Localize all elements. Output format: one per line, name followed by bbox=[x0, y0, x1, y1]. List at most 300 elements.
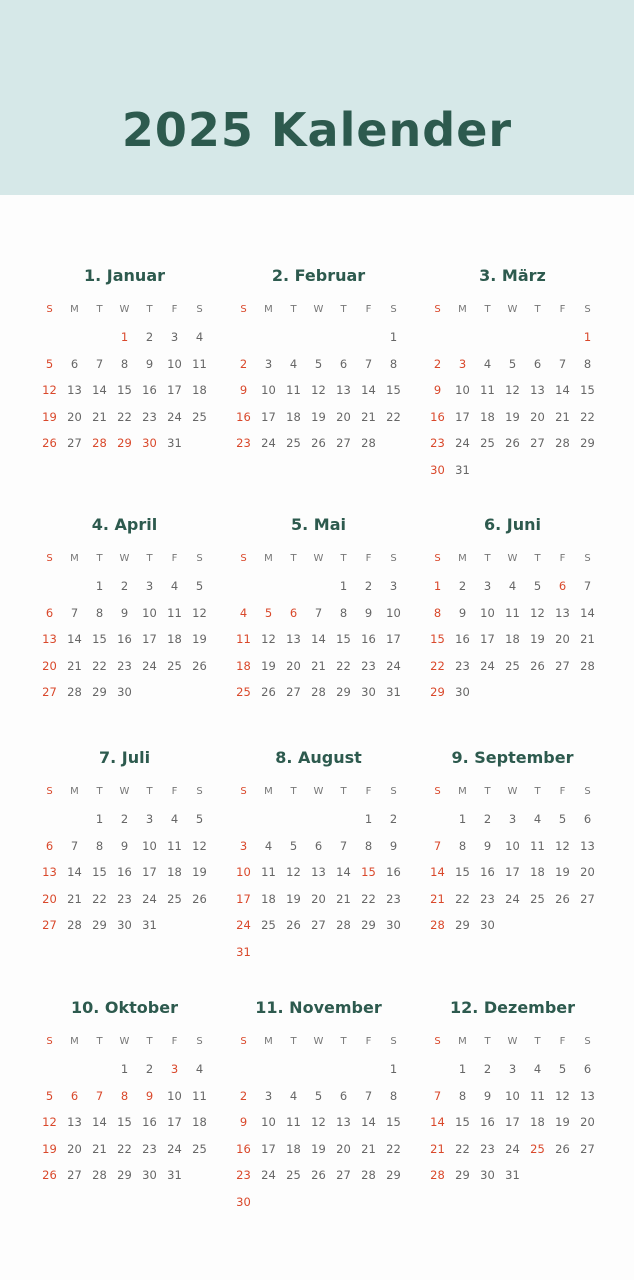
day-cell: 3 bbox=[389, 579, 398, 593]
day-cell: 21 bbox=[67, 891, 82, 906]
weekday-header: T bbox=[340, 1036, 347, 1047]
day-cell-holiday: 16 bbox=[236, 409, 251, 424]
day-cell-holiday: 9 bbox=[433, 383, 442, 397]
weekday-header: M bbox=[70, 304, 79, 315]
day-cell: 18 bbox=[261, 891, 276, 906]
day-cell-holiday: 15 bbox=[430, 632, 445, 646]
day-cell: 13 bbox=[286, 632, 301, 646]
weekday-header: F bbox=[171, 553, 178, 564]
day-cell: 1 bbox=[458, 812, 467, 826]
weekday-header: T bbox=[96, 553, 103, 564]
day-cell: 13 bbox=[580, 1088, 595, 1103]
weekday-header: S bbox=[46, 1036, 53, 1047]
day-cell: 13 bbox=[555, 605, 570, 620]
day-cell: 1 bbox=[95, 812, 104, 826]
day-cell: 10 bbox=[480, 605, 495, 620]
day-cell: 28 bbox=[311, 685, 326, 699]
day-cell: 7 bbox=[70, 838, 79, 853]
day-cell: 20 bbox=[580, 1115, 595, 1129]
month-title: 3. März bbox=[479, 266, 546, 285]
weekday-header: S bbox=[196, 786, 203, 797]
day-cell-holiday: 29 bbox=[430, 685, 445, 699]
day-cell: 23 bbox=[117, 658, 132, 673]
day-cell: 28 bbox=[67, 685, 82, 699]
day-cell: 19 bbox=[192, 632, 207, 646]
day-cell: 17 bbox=[505, 1115, 520, 1129]
day-cell-holiday: 30 bbox=[236, 1194, 251, 1209]
day-cell: 7 bbox=[583, 579, 592, 593]
day-cell: 6 bbox=[314, 838, 323, 853]
day-cell: 30 bbox=[142, 1168, 157, 1182]
day-cell: 16 bbox=[361, 632, 376, 646]
day-cell: 22 bbox=[580, 409, 595, 424]
day-cell: 28 bbox=[555, 436, 570, 450]
weekday-header: S bbox=[196, 553, 203, 564]
day-cell: 21 bbox=[361, 1141, 376, 1156]
day-cell: 20 bbox=[555, 632, 570, 646]
weekday-header: W bbox=[507, 1036, 518, 1047]
day-cell: 19 bbox=[192, 865, 207, 879]
day-cell: 20 bbox=[67, 409, 82, 424]
weekday-header: M bbox=[458, 786, 467, 797]
day-cell: 26 bbox=[555, 1141, 570, 1156]
day-cell: 27 bbox=[530, 436, 545, 450]
day-cell: 13 bbox=[311, 865, 326, 879]
weekday-header: S bbox=[240, 304, 247, 315]
day-cell: 18 bbox=[167, 632, 182, 646]
weekday-header: T bbox=[340, 553, 347, 564]
day-cell: 24 bbox=[505, 1141, 520, 1156]
day-cell: 26 bbox=[311, 436, 326, 450]
day-cell: 8 bbox=[583, 356, 592, 371]
weekday-header: W bbox=[507, 304, 518, 315]
weekday-header: M bbox=[264, 786, 273, 797]
weekday-header: T bbox=[484, 786, 491, 797]
day-cell: 24 bbox=[261, 436, 276, 450]
day-cell: 7 bbox=[339, 838, 348, 853]
weekday-header: W bbox=[119, 786, 130, 797]
weekday-header: T bbox=[290, 553, 297, 564]
day-cell: 4 bbox=[533, 812, 542, 826]
day-cell: 22 bbox=[361, 891, 376, 906]
day-cell: 25 bbox=[167, 658, 182, 673]
day-cell-holiday: 23 bbox=[236, 1168, 251, 1182]
day-cell-holiday: 1 bbox=[433, 579, 442, 593]
day-cell: 29 bbox=[455, 1168, 470, 1182]
weekday-header: T bbox=[534, 304, 541, 315]
weekday-header: S bbox=[46, 304, 53, 315]
weekday-header: S bbox=[240, 1036, 247, 1047]
day-cell: 22 bbox=[117, 1141, 132, 1156]
day-cell: 25 bbox=[261, 918, 276, 932]
day-cell-holiday: 8 bbox=[433, 605, 442, 620]
day-cell: 26 bbox=[555, 891, 570, 906]
day-cell-holiday: 20 bbox=[42, 891, 57, 906]
day-cell: 13 bbox=[530, 383, 545, 397]
day-cell: 17 bbox=[386, 632, 401, 646]
day-cell: 12 bbox=[311, 383, 326, 397]
day-cell: 10 bbox=[142, 605, 157, 620]
weekday-header: T bbox=[484, 304, 491, 315]
day-cell: 20 bbox=[580, 865, 595, 879]
day-cell-holiday: 2 bbox=[433, 356, 442, 371]
day-cell: 15 bbox=[386, 383, 401, 397]
day-cell: 10 bbox=[386, 605, 401, 620]
day-cell: 7 bbox=[558, 356, 567, 371]
day-cell: 31 bbox=[455, 462, 470, 477]
day-cell: 17 bbox=[167, 383, 182, 397]
weekday-header: W bbox=[313, 1036, 324, 1047]
weekday-header: F bbox=[171, 304, 178, 315]
day-cell: 29 bbox=[92, 918, 107, 932]
day-cell: 25 bbox=[530, 891, 545, 906]
day-cell: 8 bbox=[364, 838, 373, 853]
day-cell: 15 bbox=[386, 1115, 401, 1129]
day-cell: 7 bbox=[364, 356, 373, 371]
day-cell: 4 bbox=[264, 838, 273, 853]
day-cell: 18 bbox=[192, 383, 207, 397]
day-cell: 15 bbox=[117, 1115, 132, 1129]
day-cell-holiday: 5 bbox=[45, 356, 54, 371]
day-cell: 3 bbox=[145, 579, 154, 593]
day-cell-holiday: 25 bbox=[530, 1141, 545, 1156]
day-cell: 14 bbox=[92, 383, 107, 397]
day-cell: 5 bbox=[195, 579, 204, 593]
day-cell: 16 bbox=[142, 1115, 157, 1129]
day-cell: 12 bbox=[530, 605, 545, 620]
day-cell: 26 bbox=[192, 658, 207, 673]
day-cell: 23 bbox=[480, 1141, 495, 1156]
day-cell: 17 bbox=[455, 409, 470, 424]
day-cell: 21 bbox=[555, 409, 570, 424]
day-cell-holiday: 12 bbox=[42, 1115, 57, 1129]
day-cell: 31 bbox=[386, 685, 401, 699]
day-cell-holiday: 25 bbox=[236, 685, 251, 699]
day-cell: 29 bbox=[117, 1168, 132, 1182]
weekday-header: M bbox=[458, 304, 467, 315]
day-cell: 24 bbox=[142, 891, 157, 906]
month-title: 5. Mai bbox=[291, 515, 346, 534]
day-cell-holiday: 3 bbox=[458, 356, 467, 371]
weekday-header: S bbox=[240, 786, 247, 797]
day-cell: 30 bbox=[480, 918, 495, 932]
day-cell-holiday: 15 bbox=[361, 865, 376, 879]
day-cell: 31 bbox=[167, 1168, 182, 1182]
day-cell: 19 bbox=[261, 658, 276, 673]
day-cell: 29 bbox=[361, 918, 376, 932]
day-cell: 20 bbox=[67, 1141, 82, 1156]
day-cell: 2 bbox=[389, 812, 398, 826]
day-cell: 14 bbox=[67, 865, 82, 879]
day-cell-holiday: 30 bbox=[430, 462, 445, 477]
weekday-header: F bbox=[559, 786, 566, 797]
day-cell: 4 bbox=[170, 812, 179, 826]
day-cell: 23 bbox=[386, 891, 401, 906]
weekday-header: T bbox=[146, 1036, 153, 1047]
day-cell-holiday: 16 bbox=[430, 409, 445, 424]
day-cell: 29 bbox=[336, 685, 351, 699]
day-cell: 20 bbox=[530, 409, 545, 424]
day-cell: 9 bbox=[120, 838, 129, 853]
day-cell: 11 bbox=[192, 1088, 207, 1103]
day-cell: 26 bbox=[530, 658, 545, 673]
day-cell: 14 bbox=[555, 383, 570, 397]
day-cell-holiday: 19 bbox=[42, 1141, 57, 1156]
day-cell: 5 bbox=[195, 812, 204, 826]
day-cell: 15 bbox=[117, 383, 132, 397]
day-cell-holiday: 21 bbox=[430, 891, 445, 906]
weekday-header: M bbox=[70, 786, 79, 797]
weekday-header: S bbox=[434, 1036, 441, 1047]
weekday-header: T bbox=[290, 786, 297, 797]
day-cell: 12 bbox=[311, 1115, 326, 1129]
day-cell: 26 bbox=[261, 685, 276, 699]
day-cell: 20 bbox=[286, 658, 301, 673]
day-cell: 30 bbox=[117, 918, 132, 932]
day-cell: 10 bbox=[505, 838, 520, 853]
day-cell: 30 bbox=[455, 685, 470, 699]
weekday-header: T bbox=[290, 304, 297, 315]
day-cell: 13 bbox=[580, 838, 595, 853]
day-cell: 29 bbox=[92, 685, 107, 699]
day-cell: 9 bbox=[483, 838, 492, 853]
day-cell-holiday: 28 bbox=[430, 1168, 445, 1182]
day-cell: 4 bbox=[289, 356, 298, 371]
day-cell: 30 bbox=[361, 685, 376, 699]
weekday-header: T bbox=[146, 786, 153, 797]
day-cell-holiday: 1 bbox=[120, 330, 129, 344]
day-cell: 29 bbox=[455, 918, 470, 932]
day-cell: 28 bbox=[336, 918, 351, 932]
day-cell: 2 bbox=[120, 812, 129, 826]
day-cell: 15 bbox=[580, 383, 595, 397]
day-cell: 15 bbox=[455, 1115, 470, 1129]
day-cell: 28 bbox=[580, 658, 595, 673]
day-cell: 4 bbox=[483, 356, 492, 371]
day-cell: 28 bbox=[361, 436, 376, 450]
day-cell-holiday: 13 bbox=[42, 632, 57, 646]
day-cell: 18 bbox=[480, 409, 495, 424]
day-cell: 5 bbox=[508, 356, 517, 371]
weekday-header: W bbox=[119, 553, 130, 564]
day-cell: 15 bbox=[455, 865, 470, 879]
day-cell: 10 bbox=[261, 1115, 276, 1129]
day-cell: 22 bbox=[92, 658, 107, 673]
day-cell: 13 bbox=[336, 1115, 351, 1129]
day-cell: 18 bbox=[286, 409, 301, 424]
weekday-header: T bbox=[290, 1036, 297, 1047]
day-cell: 15 bbox=[92, 865, 107, 879]
day-cell: 1 bbox=[339, 579, 348, 593]
day-cell: 9 bbox=[458, 605, 467, 620]
day-cell: 22 bbox=[455, 891, 470, 906]
day-cell: 25 bbox=[480, 436, 495, 450]
day-cell: 18 bbox=[505, 632, 520, 646]
day-cell: 22 bbox=[117, 409, 132, 424]
day-cell: 10 bbox=[142, 838, 157, 853]
day-cell: 22 bbox=[92, 891, 107, 906]
day-cell: 27 bbox=[555, 658, 570, 673]
day-cell: 12 bbox=[192, 838, 207, 853]
day-cell: 18 bbox=[530, 865, 545, 879]
day-cell-holiday: 27 bbox=[42, 918, 57, 932]
day-cell: 9 bbox=[389, 838, 398, 853]
day-cell: 31 bbox=[505, 1168, 520, 1182]
day-cell: 26 bbox=[311, 1168, 326, 1182]
month-title: 6. Juni bbox=[484, 515, 541, 534]
weekday-header: T bbox=[96, 786, 103, 797]
day-cell-holiday: 1 bbox=[583, 330, 592, 344]
day-cell: 9 bbox=[120, 605, 129, 620]
weekday-header: S bbox=[46, 786, 53, 797]
day-cell: 5 bbox=[289, 838, 298, 853]
day-cell: 2 bbox=[483, 812, 492, 826]
day-cell-holiday: 24 bbox=[236, 918, 251, 932]
day-cell: 22 bbox=[455, 1141, 470, 1156]
day-cell: 4 bbox=[170, 579, 179, 593]
day-cell-holiday: 14 bbox=[430, 1115, 445, 1129]
day-cell-holiday: 23 bbox=[236, 436, 251, 450]
day-cell: 13 bbox=[67, 383, 82, 397]
day-cell: 14 bbox=[67, 632, 82, 646]
weekday-header: M bbox=[264, 304, 273, 315]
weekday-header: F bbox=[171, 786, 178, 797]
weekday-header: S bbox=[390, 786, 397, 797]
day-cell: 7 bbox=[364, 1088, 373, 1103]
weekday-header: S bbox=[584, 553, 591, 564]
day-cell: 3 bbox=[264, 356, 273, 371]
day-cell: 4 bbox=[508, 579, 517, 593]
weekday-header: F bbox=[559, 304, 566, 315]
day-cell: 1 bbox=[95, 579, 104, 593]
day-cell: 23 bbox=[455, 658, 470, 673]
day-cell: 1 bbox=[389, 330, 398, 344]
month-title: 1. Januar bbox=[84, 266, 165, 285]
day-cell: 19 bbox=[311, 409, 326, 424]
day-cell: 28 bbox=[67, 918, 82, 932]
day-cell: 5 bbox=[558, 812, 567, 826]
day-cell: 30 bbox=[386, 918, 401, 932]
weekday-header: F bbox=[365, 304, 372, 315]
day-cell: 24 bbox=[505, 891, 520, 906]
day-cell-holiday: 12 bbox=[42, 383, 57, 397]
weekday-header: W bbox=[507, 553, 518, 564]
day-cell: 2 bbox=[458, 579, 467, 593]
day-cell-holiday: 9 bbox=[239, 383, 248, 397]
day-cell: 17 bbox=[142, 632, 157, 646]
weekday-header: F bbox=[559, 553, 566, 564]
day-cell: 8 bbox=[95, 838, 104, 853]
day-cell-holiday: 6 bbox=[45, 605, 54, 620]
day-cell: 14 bbox=[311, 632, 326, 646]
day-cell-holiday: 3 bbox=[170, 1062, 179, 1076]
day-cell: 20 bbox=[311, 891, 326, 906]
day-cell: 11 bbox=[261, 865, 276, 879]
day-cell: 24 bbox=[386, 658, 401, 673]
weekday-header: W bbox=[313, 786, 324, 797]
day-cell: 6 bbox=[339, 356, 348, 371]
weekday-header: W bbox=[119, 1036, 130, 1047]
weekday-header: F bbox=[559, 1036, 566, 1047]
month-title: 7. Juli bbox=[98, 748, 151, 767]
day-cell: 1 bbox=[458, 1062, 467, 1076]
day-cell: 14 bbox=[361, 1115, 376, 1129]
header-banner bbox=[0, 0, 634, 195]
weekday-header: W bbox=[313, 304, 324, 315]
day-cell-holiday: 6 bbox=[289, 605, 298, 620]
day-cell: 21 bbox=[336, 891, 351, 906]
day-cell-holiday: 3 bbox=[239, 838, 248, 853]
day-cell: 9 bbox=[145, 356, 154, 371]
day-cell: 13 bbox=[336, 383, 351, 397]
day-cell: 4 bbox=[289, 1088, 298, 1103]
day-cell: 24 bbox=[167, 409, 182, 424]
weekday-header: T bbox=[96, 1036, 103, 1047]
day-cell: 19 bbox=[555, 865, 570, 879]
page-title: 2025 Kalender bbox=[121, 103, 513, 157]
month-title: 2. Februar bbox=[271, 266, 366, 285]
day-cell: 10 bbox=[167, 1088, 182, 1103]
weekday-header: S bbox=[240, 553, 247, 564]
day-cell-holiday: 23 bbox=[430, 436, 445, 450]
day-cell-holiday: 28 bbox=[430, 918, 445, 932]
weekday-header: S bbox=[46, 553, 53, 564]
day-cell: 8 bbox=[120, 356, 129, 371]
day-cell: 21 bbox=[361, 409, 376, 424]
day-cell: 6 bbox=[339, 1088, 348, 1103]
day-cell: 26 bbox=[192, 891, 207, 906]
day-cell-holiday: 7 bbox=[433, 838, 442, 853]
day-cell: 2 bbox=[145, 1062, 154, 1076]
weekday-header: M bbox=[264, 1036, 273, 1047]
day-cell-holiday: 6 bbox=[70, 1088, 79, 1103]
day-cell: 6 bbox=[533, 356, 542, 371]
day-cell: 27 bbox=[286, 685, 301, 699]
day-cell-holiday: 14 bbox=[430, 865, 445, 879]
day-cell: 3 bbox=[145, 812, 154, 826]
day-cell: 14 bbox=[361, 383, 376, 397]
day-cell-holiday: 11 bbox=[236, 632, 251, 646]
day-cell: 21 bbox=[580, 632, 595, 646]
day-cell: 16 bbox=[142, 383, 157, 397]
day-cell: 28 bbox=[361, 1168, 376, 1182]
day-cell: 15 bbox=[336, 632, 351, 646]
weekday-header: S bbox=[390, 553, 397, 564]
day-cell: 8 bbox=[389, 356, 398, 371]
month-title: 11. November bbox=[255, 998, 382, 1017]
day-cell-holiday: 10 bbox=[236, 865, 251, 879]
day-cell: 21 bbox=[92, 409, 107, 424]
day-cell: 24 bbox=[142, 658, 157, 673]
day-cell: 3 bbox=[508, 1062, 517, 1076]
day-cell-holiday: 6 bbox=[45, 838, 54, 853]
day-cell: 17 bbox=[142, 865, 157, 879]
day-cell: 16 bbox=[455, 632, 470, 646]
day-cell: 3 bbox=[508, 812, 517, 826]
day-cell: 13 bbox=[67, 1115, 82, 1129]
day-cell-holiday: 9 bbox=[145, 1088, 154, 1103]
day-cell: 6 bbox=[70, 356, 79, 371]
day-cell: 25 bbox=[286, 436, 301, 450]
day-cell: 24 bbox=[261, 1168, 276, 1182]
day-cell: 5 bbox=[314, 1088, 323, 1103]
day-cell: 10 bbox=[261, 383, 276, 397]
day-cell: 21 bbox=[92, 1141, 107, 1156]
day-cell: 24 bbox=[455, 436, 470, 450]
weekday-header: T bbox=[534, 553, 541, 564]
day-cell: 2 bbox=[145, 330, 154, 344]
day-cell-holiday: 8 bbox=[120, 1088, 129, 1103]
